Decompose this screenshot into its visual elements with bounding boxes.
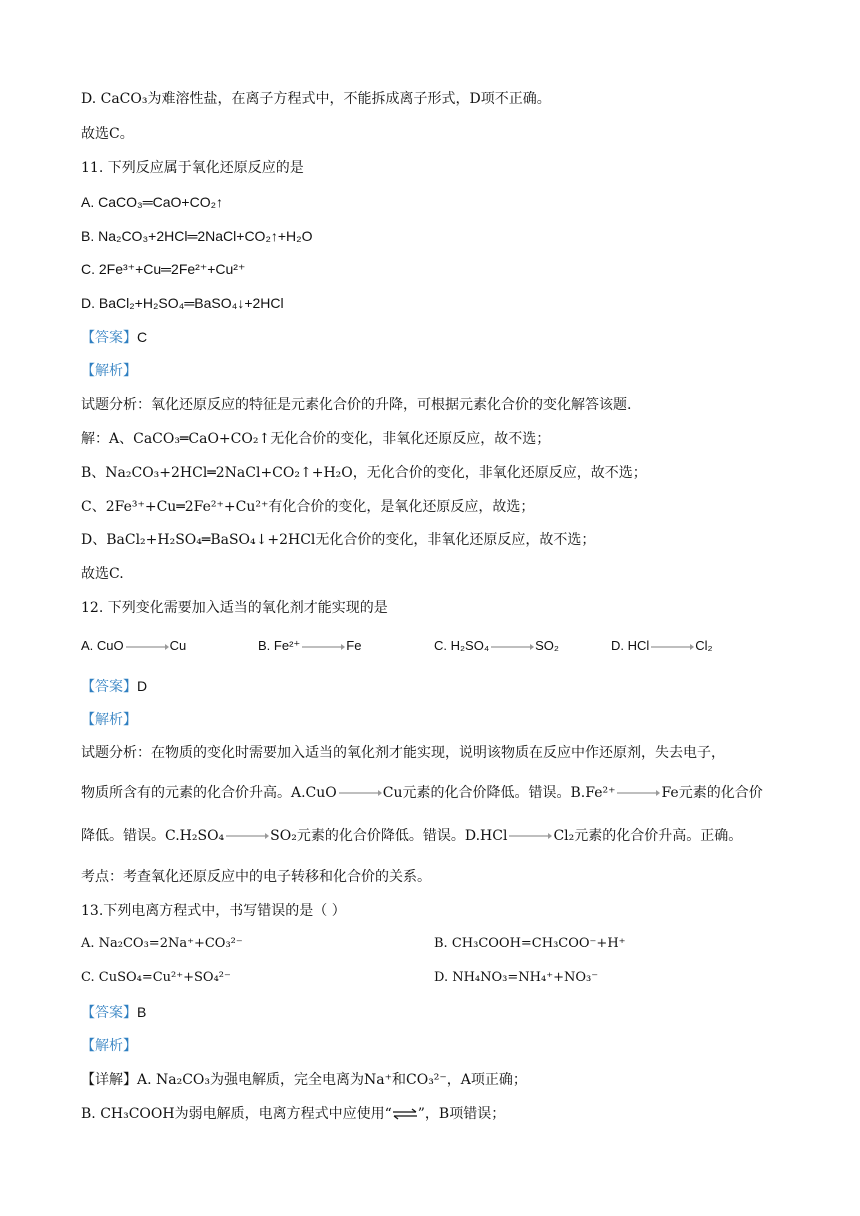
question-11: 11. 下列反应属于氧化还原反应的是 xyxy=(81,160,304,176)
q13-option-b: B. CH₃COOH=CH₃COO⁻+H⁺ xyxy=(434,936,626,951)
text-segment: Fe元素的化合价 xyxy=(661,785,763,801)
answer-tag: 【答案】 xyxy=(81,1005,137,1021)
arrow-icon xyxy=(490,641,534,653)
answer-12 xyxy=(81,676,147,697)
arrow-icon xyxy=(338,787,382,799)
answer-tag: 【答案】 xyxy=(81,330,137,346)
analysis-tag: 【解析】 xyxy=(81,712,137,728)
text-line xyxy=(81,783,763,803)
arrow-icon xyxy=(508,830,552,842)
option-text: Cu xyxy=(169,638,187,653)
text-segment: ”，B项错误； xyxy=(417,1106,506,1122)
text-line: D、BaCl₂+H₂SO₄═BaSO₄↓+2HCl无化合价的变化，非氧化还原反应，故不选； xyxy=(81,532,596,548)
reversible-arrow-icon xyxy=(392,1108,418,1120)
text-segment: 降低。错误。C.H₂SO₄ xyxy=(81,828,225,844)
q11-option-c: C. 2Fe³⁺+Cu═2Fe²⁺+Cu²⁺ xyxy=(81,261,246,277)
q11-option-d: D. BaCl₂+H₂SO₄═BaSO₄↓+2HCl xyxy=(81,295,284,311)
text-line: B、Na₂CO₃+2HCl═2NaCl+CO₂↑+H₂O，无化合价的变化，非氧化还原反应，故不选； xyxy=(81,465,647,481)
answer-13 xyxy=(81,1002,146,1023)
question-12: 12. 下列变化需要加入适当的氧化剂才能实现的是 xyxy=(81,600,388,616)
option-text: Cl₂ xyxy=(695,638,713,653)
text-line: 考点：考查氧化还原反应中的电子转移和化合价的关系。 xyxy=(81,869,431,885)
text-segment: 物质所含有的元素的化合价升高。A.CuO xyxy=(81,785,337,801)
arrow-icon xyxy=(125,641,169,653)
q13-option-c: C. CuSO₄=Cu²⁺+SO₄²⁻ xyxy=(81,970,231,985)
arrow-icon xyxy=(650,641,694,653)
text-line: D. CaCO₃为难溶性盐，在离子方程式中，不能拆成离子形式，D项不正确。 xyxy=(81,91,551,107)
q11-option-a: A. CaCO₃═CaO+CO₂↑ xyxy=(81,194,224,210)
arrow-icon xyxy=(301,641,345,653)
option-text: C. H₂SO₄ xyxy=(434,638,490,653)
text-segment: Cu元素的化合价降低。错误。B.Fe²⁺ xyxy=(382,785,616,801)
text-line xyxy=(81,1104,505,1124)
arrow-icon xyxy=(616,787,660,799)
option-text: A. CuO xyxy=(81,638,124,653)
text-line: 试题分析：氧化还原反应的特征是元素化合价的升降，可根据元素化合价的变化解答该题. xyxy=(81,397,632,413)
text-line xyxy=(81,826,742,846)
q11-option-b: B. Na₂CO₃+2HCl═2NaCl+CO₂↑+H₂O xyxy=(81,228,313,244)
text-line: 试题分析：在物质的变化时需要加入适当的氧化剂才能实现，说明该物质在反应中作还原剂，失去电子， xyxy=(81,745,725,761)
q12-option-b xyxy=(258,636,361,656)
text-segment: SO₂元素的化合价降低。错误。D.HCl xyxy=(270,828,508,844)
option-text: Fe xyxy=(346,638,362,653)
text-line: 解：A、CaCO₃═CaO+CO₂↑无化合价的变化，非氧化还原反应，故不选； xyxy=(81,431,551,447)
text-line: 故选C。 xyxy=(81,126,134,142)
q13-option-d: D. NH₄NO₃=NH₄⁺+NO₃⁻ xyxy=(434,970,599,985)
answer-value: B xyxy=(137,1004,147,1020)
text-line: C、2Fe³⁺+Cu═2Fe²⁺+Cu²⁺有化合价的变化，是氧化还原反应，故选； xyxy=(81,499,535,515)
q12-option-d xyxy=(611,636,713,656)
analysis-tag: 【解析】 xyxy=(81,363,137,379)
q12-option-a xyxy=(81,636,186,656)
answer-tag: 【答案】 xyxy=(81,679,137,695)
answer-value: C xyxy=(137,329,148,345)
option-text: SO₂ xyxy=(535,638,559,653)
text-line: 【详解】A. Na₂CO₃为强电解质，完全电离为Na⁺和CO₃²⁻，A项正确； xyxy=(81,1072,527,1088)
q12-option-c xyxy=(434,636,559,656)
question-13: 13.下列电离方程式中，书写错误的是（ ） xyxy=(81,903,346,919)
text-segment: B. CH₃COOH为弱电解质，电离方程式中应使用“ xyxy=(81,1106,392,1122)
q13-option-a: A. Na₂CO₃=2Na⁺+CO₃²⁻ xyxy=(81,936,243,951)
arrow-icon xyxy=(225,830,269,842)
text-line: 故选C. xyxy=(81,566,124,582)
text-segment: Cl₂元素的化合价升高。正确。 xyxy=(553,828,743,844)
option-text: D. HCl xyxy=(611,638,650,653)
answer-11 xyxy=(81,327,147,348)
answer-value: D xyxy=(137,678,148,694)
option-text: B. Fe²⁺ xyxy=(258,638,301,653)
analysis-tag: 【解析】 xyxy=(81,1038,137,1054)
